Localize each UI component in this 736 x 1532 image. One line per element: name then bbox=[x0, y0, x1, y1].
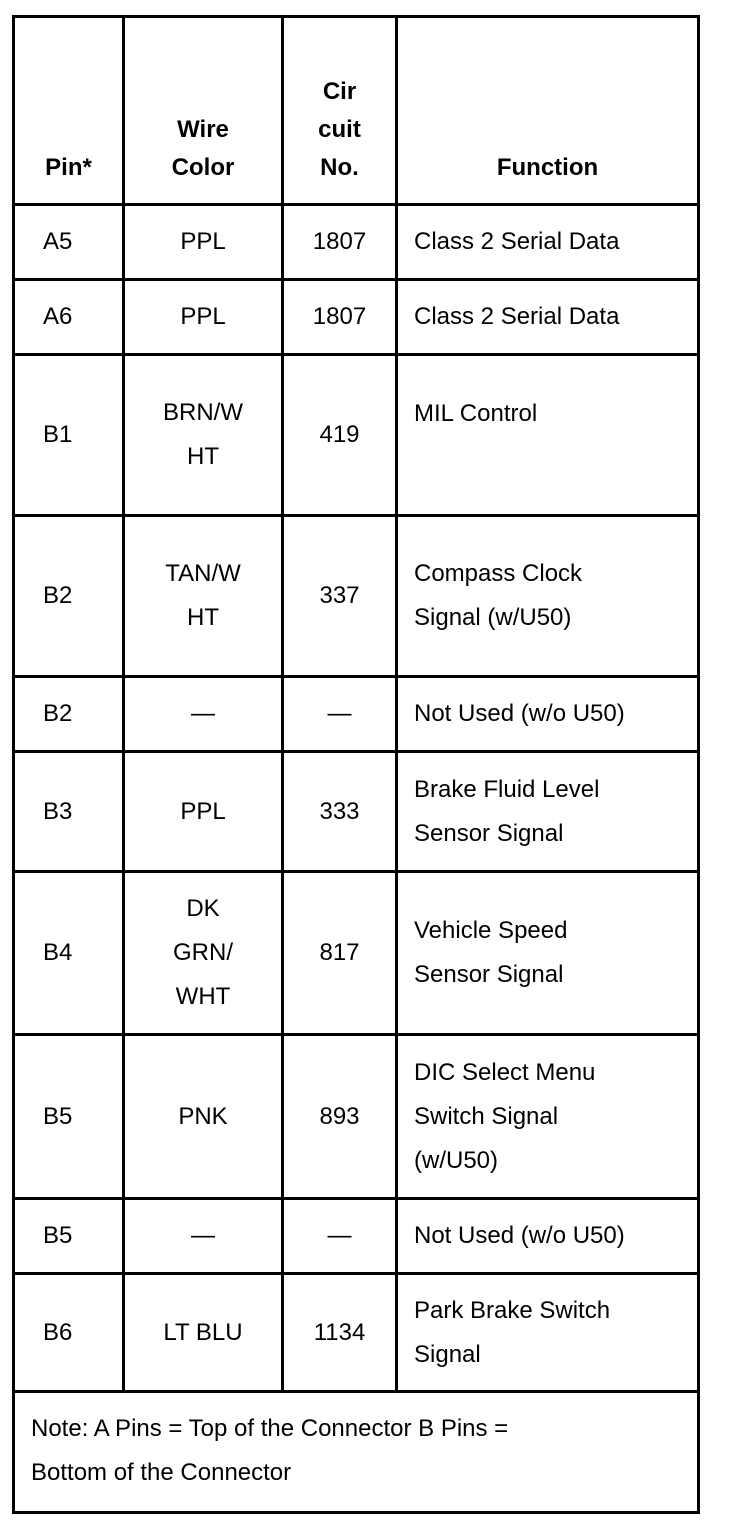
cell-wire-color: PPL bbox=[124, 280, 283, 355]
cell-function: DIC Select Menu Switch Signal (w/U50) bbox=[397, 1035, 699, 1199]
table-row bbox=[14, 1274, 699, 1392]
cell-pin: B5 bbox=[14, 1199, 124, 1274]
cell-wire-color: TAN/W HT bbox=[124, 516, 283, 677]
cell-function: Compass Clock Signal (w/U50) bbox=[397, 516, 699, 677]
cell-pin: A6 bbox=[14, 280, 124, 355]
cell-wire-color: DK GRN/ WHT bbox=[124, 872, 283, 1035]
cell-circuit-no: 333 bbox=[283, 752, 397, 872]
cell-circuit-no: 817 bbox=[283, 872, 397, 1035]
cell-pin: B2 bbox=[14, 516, 124, 677]
cell-pin: A5 bbox=[14, 205, 124, 280]
cell-pin: B1 bbox=[14, 355, 124, 516]
table-row bbox=[14, 872, 699, 1035]
cell-circuit-no: 1134 bbox=[283, 1274, 397, 1392]
cell-pin: B3 bbox=[14, 752, 124, 872]
table-row bbox=[14, 280, 699, 355]
cell-circuit-no: 337 bbox=[283, 516, 397, 677]
table-row bbox=[14, 1035, 699, 1199]
cell-function: Class 2 Serial Data bbox=[397, 280, 699, 355]
cell-wire-color: — bbox=[124, 1199, 283, 1274]
header-pin: Pin* bbox=[14, 17, 124, 205]
note-row bbox=[14, 1392, 699, 1513]
cell-wire-color: PNK bbox=[124, 1035, 283, 1199]
cell-function: Brake Fluid Level Sensor Signal bbox=[397, 752, 699, 872]
cell-circuit-no: 1807 bbox=[283, 280, 397, 355]
cell-wire-color: PPL bbox=[124, 205, 283, 280]
cell-pin: B6 bbox=[14, 1274, 124, 1392]
header-wire-color: Wire Color bbox=[124, 17, 283, 205]
cell-function: Vehicle Speed Sensor Signal bbox=[397, 872, 699, 1035]
cell-pin: B2 bbox=[14, 677, 124, 752]
header-function: Function bbox=[397, 17, 699, 205]
cell-function: Park Brake Switch Signal bbox=[397, 1274, 699, 1392]
connector-pinout-table bbox=[12, 15, 700, 1514]
cell-circuit-no: 1807 bbox=[283, 205, 397, 280]
cell-wire-color: — bbox=[124, 677, 283, 752]
header-row bbox=[14, 17, 699, 205]
connector-note: Note: A Pins = Top of the Connector B Pins = Bottom of the Connector bbox=[14, 1392, 699, 1513]
cell-circuit-no: 419 bbox=[283, 355, 397, 516]
cell-circuit-no: — bbox=[283, 1199, 397, 1274]
table-row bbox=[14, 1199, 699, 1274]
table-row bbox=[14, 677, 699, 752]
header-circuit-no: Cir cuit No. bbox=[283, 17, 397, 205]
cell-function: Class 2 Serial Data bbox=[397, 205, 699, 280]
cell-wire-color: PPL bbox=[124, 752, 283, 872]
cell-wire-color: LT BLU bbox=[124, 1274, 283, 1392]
cell-wire-color: BRN/W HT bbox=[124, 355, 283, 516]
table-row bbox=[14, 205, 699, 280]
table-row bbox=[14, 516, 699, 677]
cell-function: Not Used (w/o U50) bbox=[397, 677, 699, 752]
cell-function: MIL Control bbox=[397, 355, 699, 516]
cell-pin: B5 bbox=[14, 1035, 124, 1199]
cell-pin: B4 bbox=[14, 872, 124, 1035]
cell-circuit-no: 893 bbox=[283, 1035, 397, 1199]
cell-circuit-no: — bbox=[283, 677, 397, 752]
table-row bbox=[14, 752, 699, 872]
cell-function: Not Used (w/o U50) bbox=[397, 1199, 699, 1274]
table-row bbox=[14, 355, 699, 516]
